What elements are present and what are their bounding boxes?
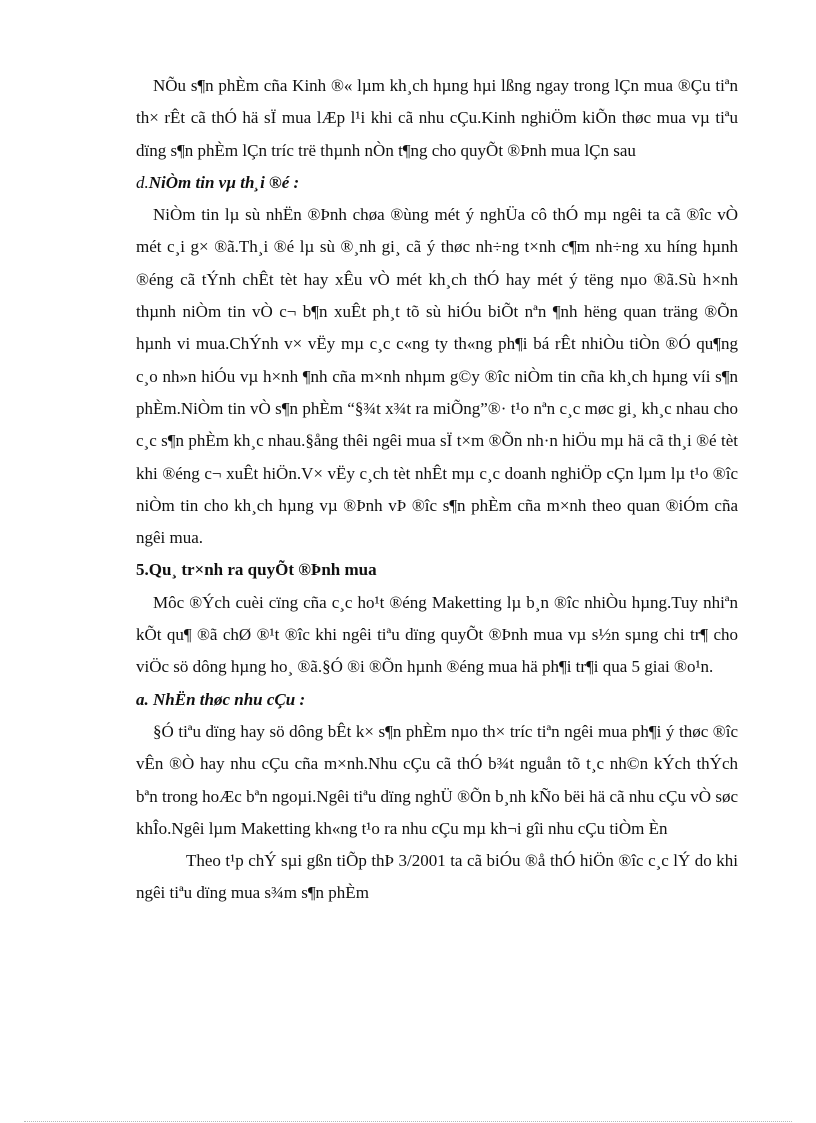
heading-need-recognition: a. NhËn thøc nhu cÇu : bbox=[136, 689, 306, 709]
document-body bbox=[136, 70, 738, 910]
footer-dotted-rule bbox=[24, 1121, 792, 1122]
heading-text: NiÒm tin vµ th¸i ®é : bbox=[148, 172, 300, 192]
paragraph-decision-process: Môc ®Ých cuèi cïng cña c¸c ho¹t ®éng Maketting lµ b¸n ®îc nhiÒu hµng.Tuy nhiªn kÕt qu¶ ®ã chØ ®¹t ®îc khi ngêi tiªu dïng quyÕt ®Þnh mua vµ s½n sµng chi tr¶ cho viÖc sö dông hµng ho¸ ®ã.§Ó ®i ®Õn hµnh ®éng mua hä ph¶i tr¶i qua 5 giai ®o¹n. bbox=[136, 592, 738, 677]
paragraph-survey-reference: Theo t¹p chÝ sµi gßn tiÕp thÞ 3/2001 ta cã biÓu ®å thÓ hiÖn ®îc c¸c lÝ do khi ngêi tiªu dïng mua s¾m s¶n phÈm bbox=[136, 851, 738, 903]
heading-decision-process: 5.Qu¸ tr×nh ra quyÕt ®Þnh mua bbox=[136, 560, 377, 580]
heading-prefix: d. bbox=[136, 172, 149, 192]
paragraph-belief-attitude: NiÒm tin lµ sù nhËn ®Þnh chøa ®ùng mét ý nghÜa cô thÓ mµ ngêi ta cã ®îc vÒ mét c¸i g× ®ã.Th¸i ®é lµ sù ®¸nh gi¸ cã ý thøc nh÷ng t×nh c¶m nh÷ng xu híng hµnh ®éng cã tÝnh chÊt tèt hay xÊu vÒ mét kh¸ch thÓ hay mét ý tëng nµo ®ã.Sù h×nh thµnh niÒm tin vÒ c¬ b¶n xuÊt ph¸t tõ sù hiÓu biÕt nªn ¶nh hëng quan träng ®Õn hµnh vi mua.ChÝnh v× vËy mµ c¸c c«ng ty th«ng ph¶i bá rÊt nhiÒu tiÒn ®Ó qu¶ng c¸o nh»n hiÓu vµ h×nh ¶nh cña m×nh nhµm g©y ®îc niÒm tin cña kh¸ch hµng víi s¶n phÈm.NiÒm tin vÒ s¶n phÈm “§¾t x¾t ra miÕng”®· t¹o nªn c¸c møc gi¸ kh¸c nhau cho c¸c s¶n phÈm kh¸c nhau.§ång thêi ngêi mua sÏ t×m ®Õn nh·n hiÖu mµ hä cã th¸i ®é tèt khi ®éng c¬ xuÊt hiÖn.V× vËy c¸ch tèt nhÊt mµ c¸c doanh nghiÖp cÇn lµm lµ t¹o ®îc niÒm tin cho kh¸ch hµng vµ ®Þnh vÞ ®îc s¶n phÈm cña m×nh theo quan ®iÓm cña ngêi mua. bbox=[136, 205, 738, 548]
paragraph-purchase-experience: NÕu s¶n phÈm cña Kinh ®« lµm kh¸ch hµng hµi lßng ngay trong lÇn mua ®Çu tiªn th× rÊt cã thÓ hä sÏ mua lÆp l¹i khi cã nhu cÇu.Kinh nghiÖm kiÕn thøc mua vµ tiªu dïng s¶n phÈm lÇn tríc trë thµnh nÒn t¶ng cho quyÕt ®Þnh mua lÇn sau bbox=[136, 76, 738, 160]
heading-belief-attitude bbox=[136, 167, 738, 199]
paragraph-need-recognition: §Ó tiªu dïng hay sö dông bÊt k× s¶n phÈm nµo th× tríc tiªn ngêi mua ph¶i ý thøc ®îc vÊn ®Ò hay nhu cÇu cña m×nh.Nhu cÇu cã thÓ b¾t nguån tõ t¸c nh©n kÝch thÝch bªn trong hoÆc bªn ngoµi.Ngêi tiªu dïng nghÜ ®Õn b¸nh kÑo bëi hä cã nhu cÇu vÒ søc khÎo.Ngêi lµm Maketting kh«ng t¹o ra nhu cÇu mµ kh¬i gîi nhu cÇu tiÒm Èn bbox=[136, 721, 738, 838]
